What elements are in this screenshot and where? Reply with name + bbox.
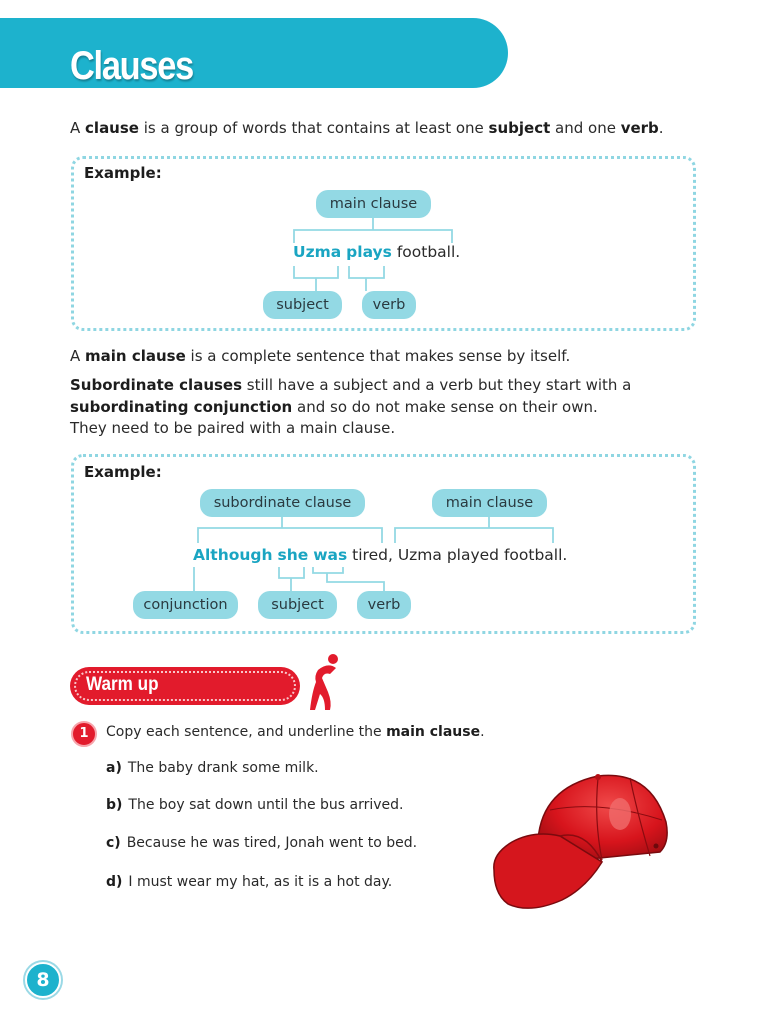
intro-paragraph: A clause is a group of words that contains at least one subject and one verb. <box>70 119 664 137</box>
subject-word-2: she <box>277 546 309 564</box>
example-2-label: Example: <box>84 463 162 481</box>
main-clause-tag-2: main clause <box>432 489 547 517</box>
stretching-figure-icon <box>306 652 340 714</box>
conjunction-word: Although <box>193 546 273 564</box>
red-cap-illustration <box>490 770 672 912</box>
subject-connector-2 <box>279 567 304 591</box>
warm-up-tab <box>70 667 300 705</box>
subordinate-definition: Subordinate clauses still have a subject and a verb but they start with a subordinating conjunction and so do not make sense on their own. They need to be paired with a main clause. <box>70 376 632 437</box>
question-instruction: Copy each sentence, and underline the main clause. <box>106 724 485 740</box>
subordinate-bracket <box>198 517 382 543</box>
question-number-badge: 1 <box>71 721 97 747</box>
main-clause-definition: A main clause is a complete sentence that makes sense by itself. <box>70 347 571 365</box>
example-2-sentence: Although she was tired, Uzma played football. <box>193 546 568 564</box>
conjunction-tag: conjunction <box>133 591 238 619</box>
subject-tag: subject <box>263 291 342 319</box>
verb-word: plays <box>346 243 392 261</box>
page-number-badge: 8 <box>25 962 61 998</box>
list-item: c) Because he was tired, Jonah went to bed. <box>106 835 418 851</box>
verb-connector-2 <box>313 567 384 591</box>
list-item: b) The boy sat down until the bus arrived. <box>106 797 404 813</box>
subject-tag-2: subject <box>258 591 337 619</box>
warm-up-label: Warm up <box>86 674 159 695</box>
list-item: d) I must wear my hat, as it is a hot day. <box>106 874 393 890</box>
example-1-label: Example: <box>84 164 162 182</box>
main-clause-bracket <box>294 218 452 243</box>
subject-word: Uzma <box>293 243 342 261</box>
subject-bracket <box>294 266 338 291</box>
example-1-sentence: Uzma plays football. <box>293 243 461 261</box>
main-clause-tag: main clause <box>316 190 431 218</box>
verb-tag-2: verb <box>357 591 411 619</box>
page-title: Clauses <box>70 44 193 88</box>
verb-tag: verb <box>362 291 416 319</box>
main-clause-bracket-2 <box>395 517 553 543</box>
verb-word-2: was <box>313 546 348 564</box>
verb-bracket <box>349 266 384 291</box>
list-item: a) The baby drank some milk. <box>106 760 319 776</box>
subordinate-clause-tag: subordinate clause <box>200 489 365 517</box>
